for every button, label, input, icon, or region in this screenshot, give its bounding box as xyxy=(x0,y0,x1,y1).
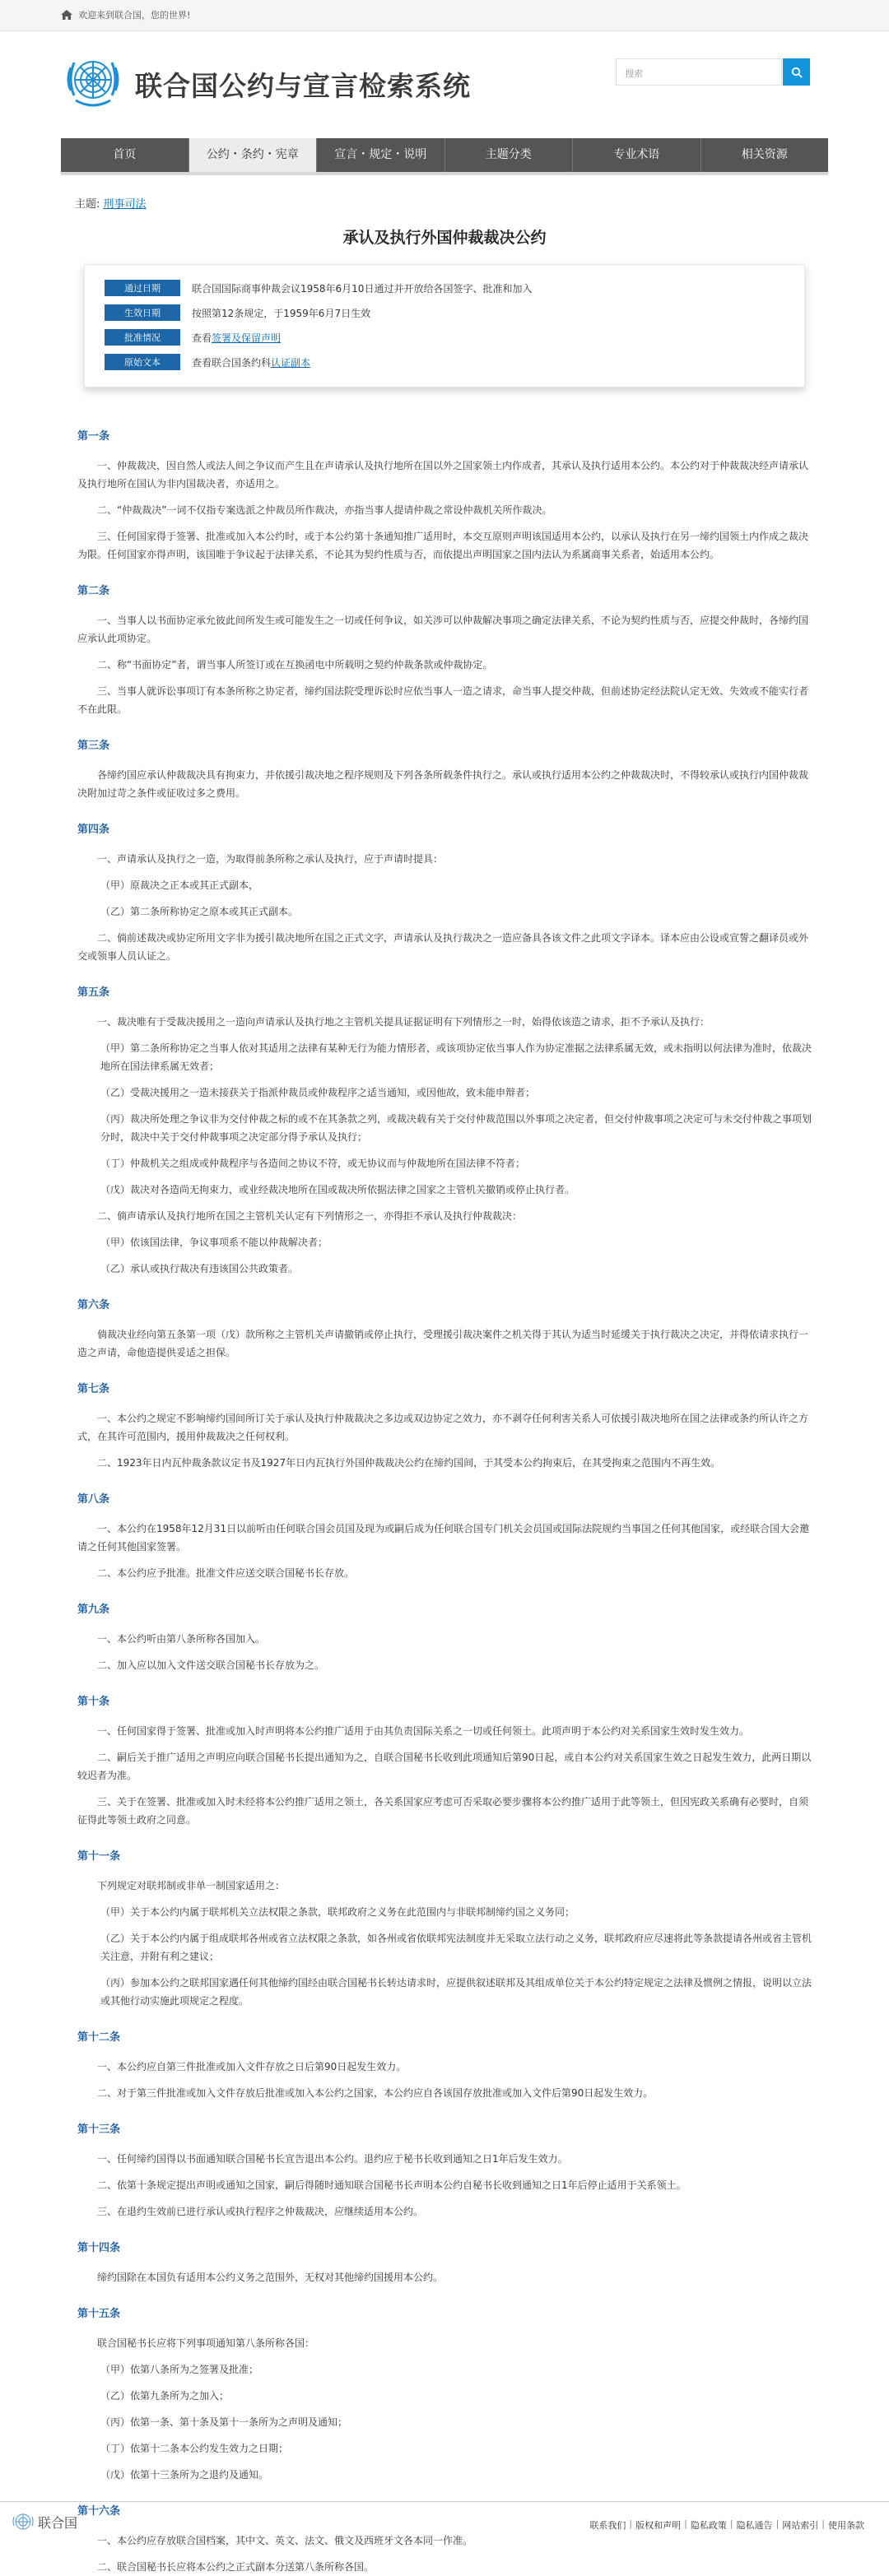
article-paragraph: 一、本公约听由第八条所称各国加入。 xyxy=(97,1633,266,1645)
breadcrumb-link[interactable]: 刑事司法 xyxy=(103,198,147,211)
search-button[interactable] xyxy=(783,58,810,86)
divider: | xyxy=(729,2518,733,2529)
welcome-text: 欢迎来到联合国，您的世界! xyxy=(78,10,191,21)
article-paragraph: 一、任何国家得于签署、批准或加入时声明将本公约推广适用于由其负责国际关系之一切或任何领土。此项声明于本公约对关系国家生效时发生效力。 xyxy=(97,1725,750,1737)
article-section xyxy=(77,1380,812,1472)
reservations-link[interactable]: 签署及保留声明 xyxy=(212,332,282,344)
article-paragraph: （丁）仲裁机关之组成或仲裁程序与各造间之协议不符，或无协议而与仲裁地所在国法律不符者； xyxy=(100,1158,526,1169)
article-paragraph: 一、裁决唯有于受裁决援用之一造向声请承认及执行地之主管机关提具证据证明有下列情形之一时，始得依该造之请求，拒不予承认及执行： xyxy=(97,1016,710,1028)
article-paragraph: （甲）第二条所称协定之当事人依对其适用之法律有某种无行为能力情形者，或该项协定依当事人作为协定准据之法律系属无效，或未指明以何法律为准时，依裁决地所在国法律系属无效者； xyxy=(100,1042,812,1072)
footer-link-terms[interactable]: 使用条款 xyxy=(828,2520,864,2531)
article-section xyxy=(77,1847,812,2010)
article-paragraph: 倘裁决业经向第五条第一项（戊）款所称之主管机关声请撤销或停止执行，受理援引裁决案件之机关得于其认为适当时延缓关于执行裁决之决定，并得依请求执行一造之声请，命他造提供妥适之担保。 xyxy=(77,1329,809,1358)
article-heading: 第六条 xyxy=(77,1299,110,1311)
breadcrumb-label: 主题: xyxy=(75,198,100,211)
nav-divider xyxy=(61,172,828,175)
article-section xyxy=(77,983,812,1278)
article-paragraph: 一、任何缔约国得以书面通知联合国秘书长宣告退出本公约。退约应于秘书长收到通知之日1年后发生效力。 xyxy=(97,2153,568,2165)
article-paragraph: 一、仲裁裁决，因自然人或法人间之争议而产生且在声请承认及执行地所在国以外之国家领土内作成者，其承认及执行适用本公约。本公约对于仲裁裁决经声请承认及执行地所在国认为非内国裁决者，亦适用之。 xyxy=(77,460,809,490)
info-text: 查看联合国条约科 xyxy=(192,356,272,369)
footer-link-copyright[interactable]: 版权和声明 xyxy=(635,2520,682,2531)
article-paragraph: 二、本公约应予批准。批准文件应送交联合国秘书长存放。 xyxy=(97,1567,355,1579)
article-paragraph: 各缔约国应承认仲裁裁决具有拘束力，并依援引裁决地之程序规则及下列各条所载条件执行之。承认或执行适用本公约之仲裁裁决时，不得较承认或执行内国仲裁裁决附加过苛之条件或征收过多之费用。 xyxy=(77,769,809,799)
nav-home[interactable]: 首页 xyxy=(61,138,189,172)
info-row xyxy=(105,329,788,346)
article-paragraph: 二、加入应以加入文件送交联合国秘书长存放为之。 xyxy=(97,1659,325,1671)
info-tag: 原始文本 xyxy=(105,354,180,370)
nav-resources[interactable]: 相关资源 xyxy=(741,148,788,161)
article-paragraph: （丙）裁决所处理之争议非为交付仲裁之标的或不在其条款之列，或裁决载有关于交付仲裁范围以外事项之决定者，但交付仲裁事项之决定可与未交付仲裁之事项划分时，裁决中关于交付仲裁事项之决定部分得予承认及执行； xyxy=(100,1113,812,1143)
nav-topics[interactable]: 主题分类 xyxy=(445,138,574,172)
article-paragraph: 二、联合国秘书长应将本公约之正式副本分送第八条所称各国。 xyxy=(97,2561,375,2573)
footer-link-sitemap[interactable]: 网站索引 xyxy=(782,2520,819,2531)
article-paragraph: （乙）关于本公约内属于组成联邦各州或省立法权限之条款，如各州或省依联邦宪法制度并无采取立法行动之义务，联邦政府应尽速将此等条款提请各州或省主管机关注意，并附有利之建议； xyxy=(100,1933,812,1962)
main-nav xyxy=(61,138,828,172)
article-heading: 第四条 xyxy=(77,824,110,836)
article-paragraph: 一、本公约之规定不影响缔约国间所订关于承认及执行仲裁裁决之多边或双边协定之效力，亦不剥夺任何利害关系人可依援引裁决地所在国之法律或条约所认许之方式，在其许可范围内，援用仲裁裁决之任何权利。 xyxy=(77,1413,809,1442)
un-emblem-icon[interactable] xyxy=(61,48,125,112)
nav-terms[interactable]: 专业术语 xyxy=(573,138,701,172)
article-heading: 第二条 xyxy=(77,585,110,597)
article-section xyxy=(77,2120,812,2221)
article-paragraph: 二、嗣后关于推广适用之声明应向联合国秘书长提出通知为之，自联合国秘书长收到此项通知后第90日起，或自本公约对关系国家生效之日起发生效力，此两日期以较迟者为准。 xyxy=(77,1752,812,1781)
footer-link-privacy-notice[interactable]: 隐私通告 xyxy=(736,2520,773,2531)
article-paragraph: 一、本公约在1958年12月31日以前听由任何联合国会员国及现为或嗣后成为任何联合国专门机关会员国或国际法院规约当事国之任何其他国家，或经联合国大会邀请之任何其他国家签署。 xyxy=(77,1523,810,1553)
article-section xyxy=(77,2304,812,2484)
article-section xyxy=(77,1600,812,1674)
info-row xyxy=(105,280,788,296)
article-paragraph: （乙）承认或执行裁决有违该国公共政策者。 xyxy=(100,1263,299,1274)
footer-link-contact[interactable]: 联系我们 xyxy=(589,2520,626,2531)
footer-link-privacy-policy[interactable]: 隐私政策 xyxy=(690,2520,727,2531)
article-section xyxy=(77,582,812,718)
article-heading: 第十条 xyxy=(77,1696,110,1708)
info-tag: 生效日期 xyxy=(105,304,180,321)
site-title: 联合国公约与宣言检索系统 xyxy=(135,70,471,102)
nav-conventions[interactable]: 公约・条约・宪章 xyxy=(189,138,318,172)
article-section xyxy=(77,736,812,802)
article-paragraph: （乙）受裁决援用之一造未接获关于指派仲裁员或仲裁程序之适当通知，或因他故，致未能申辩者； xyxy=(100,1087,536,1098)
article-paragraph: 联合国秘书长应将下列事项通知第八条所称各国： xyxy=(97,2337,315,2349)
article-paragraph: 二、对于第三件批准或加入文件存放后批准或加入本公约之国家，本公约应自各该国存放批准或加入文件后第90日起发生效力。 xyxy=(97,2087,654,2099)
article-section xyxy=(77,427,812,564)
article-paragraph: 三、当事人就诉讼事项订有本条所称之协定者，缔约国法院受理诉讼时应依当事人一造之请求，命当事人提交仲裁，但前述协定经法院认定无效、失效或不能实行者不在此限。 xyxy=(77,685,809,715)
article-paragraph: 一、声请承认及执行之一造，为取得前条所称之承认及执行，应于声请时提具： xyxy=(97,853,444,865)
article-paragraph: （甲）原裁决之正本或其正式副本， xyxy=(100,880,259,891)
article-paragraph: 三、关于在签署、批准或加入时未经将本公约推广适用之领土，各关系国家应考虑可否采取必要步骤将本公约推广适用于此等领土，但因宪政关系确有必要时，自须征得此等领土政府之同意。 xyxy=(77,1796,809,1826)
article-paragraph: （甲）关于本公约内属于联邦机关立法权限之条款，联邦政府之义务在此范围内与非联邦制缔约国之义务同； xyxy=(100,1906,575,1918)
divider: | xyxy=(629,2518,633,2529)
search-icon xyxy=(791,67,803,78)
article-paragraph: （乙）第二条所称协定之原本或其正式副本。 xyxy=(100,906,299,917)
divider: | xyxy=(684,2518,687,2529)
article-paragraph: 二、“仲裁裁决”一词不仅指专案选派之仲裁员所作裁决，亦指当事人提请仲裁之常设仲裁机关所作裁决。 xyxy=(97,504,552,516)
info-text: 查看 xyxy=(192,332,212,344)
article-heading: 第七条 xyxy=(77,1383,110,1395)
article-heading: 第十三条 xyxy=(77,2123,121,2136)
certified-copy-link[interactable]: 认证副本 xyxy=(271,356,311,369)
search-input[interactable]: 搜索 xyxy=(616,58,782,86)
home-icon[interactable] xyxy=(61,10,72,20)
article-paragraph: （甲）依第八条所为之签署及批准； xyxy=(100,2364,259,2375)
article-paragraph: 二、倘声请承认及执行地所在国之主管机关认定有下列情形之一，亦得拒不承认及执行仲裁裁决： xyxy=(97,1210,523,1222)
article-heading: 第十一条 xyxy=(77,1850,121,1863)
article-heading: 第九条 xyxy=(77,1604,110,1616)
article-section xyxy=(77,1490,812,1582)
article-paragraph: （丙）依第一条、第十条及第十一条所为之声明及通知； xyxy=(100,2416,348,2428)
article-heading: 第一条 xyxy=(77,430,110,443)
footer-logo-text: 联合国 xyxy=(38,2514,78,2531)
article-paragraph: 一、本公约应自第三件批准或加入文件存放之日后第90日起发生效力。 xyxy=(97,2061,407,2072)
article-heading: 第十二条 xyxy=(77,2031,121,2044)
article-section xyxy=(77,820,812,965)
info-text: 按照第12条规定，于1959年6月7日生效 xyxy=(192,307,371,319)
article-heading: 第十五条 xyxy=(77,2308,121,2320)
footer xyxy=(0,2501,889,2538)
article-paragraph: （戊）依第十三条所为之退约及通知。 xyxy=(100,2469,269,2481)
article-content xyxy=(61,388,828,2576)
divider: | xyxy=(822,2518,825,2529)
article-paragraph: 二、称“书面协定”者，谓当事人所签订或在互换函电中所载明之契约仲裁条款或仲裁协定。 xyxy=(97,659,493,671)
article-paragraph: 二、倘前述裁决或协定所用文字非为援引裁决地所在国之正式文字，声请承认及执行裁决之一造应备具各该文件之此项文字译本。译本应由公设或宣誓之翻译员或外交或领事人员认证之。 xyxy=(77,932,809,962)
info-tag: 批准情况 xyxy=(105,329,180,346)
info-text: 联合国国际商事仲裁会议1958年6月10日通过并开放给各国签字、批准和加入 xyxy=(192,282,533,295)
nav-declarations[interactable]: 宣言・规定・说明 xyxy=(317,138,445,172)
article-paragraph: （丙）参加本公约之联邦国家遇任何其他缔约国经由联合国秘书长转达请求时，应提供叙述联邦及其组成单位关于本公约特定规定之法律及惯例之情报，说明以立法或其他行动实施此项规定之程度。 xyxy=(100,1977,812,2007)
article-paragraph: 二、依第十条规定提出声明或通知之国家，嗣后得随时通知联合国秘书长声明本公约自秘书长收到通知之日1年后停止适用于关系领土。 xyxy=(97,2179,687,2191)
article-paragraph: 一、本公约应存放联合国档案，其中文、英文、法文、俄文及西班牙文各本同一作准。 xyxy=(97,2535,473,2546)
info-tag: 通过日期 xyxy=(105,280,180,296)
article-paragraph: （丁）依第十二条本公约发生效力之日期； xyxy=(100,2443,289,2454)
topbar xyxy=(0,0,889,31)
breadcrumb xyxy=(61,195,828,211)
article-heading: 第八条 xyxy=(77,1493,110,1506)
footer-logo[interactable] xyxy=(12,2510,77,2533)
article-heading: 第五条 xyxy=(77,986,110,999)
article-paragraph: （乙）依第九条所为之加入； xyxy=(100,2390,230,2402)
article-paragraph: （甲）依该国法律，争议事项系不能以仲裁解决者； xyxy=(100,1237,328,1248)
article-section xyxy=(77,2239,812,2286)
article-paragraph: 三、任何国家得于签署、批准或加入本公约时，或于本公约第十条通知推广适用时，本交互原则声明该国适用本公约，以承认及执行在另一缔约国领土内作成之裁决为限。任何国家亦得声明，该国唯于争议起于法律关系，不论其为契约性质与否，而依提出声明国家之国内法认为系属商事关系者，始适用本公约。 xyxy=(77,531,809,560)
info-row xyxy=(105,304,788,321)
article-heading: 第三条 xyxy=(77,740,110,752)
article-paragraph: 缔约国除在本国负有适用本公约义务之范围外，无权对其他缔约国援用本公约。 xyxy=(97,2272,444,2283)
info-box xyxy=(84,264,805,388)
article-paragraph: 三、在退约生效前已进行承认或执行程序之仲裁裁决，应继续适用本公约。 xyxy=(97,2206,424,2217)
article-section xyxy=(77,1296,812,1362)
header xyxy=(61,31,828,109)
article-paragraph: 一、当事人以书面协定承允彼此间所发生或可能发生之一切或任何争议，如关涉可以仲裁解决事项之确定法律关系，不论为契约性质与否，应提交仲裁时，各缔约国应承认此项协定。 xyxy=(77,615,809,644)
un-emblem-icon xyxy=(12,2510,35,2533)
footer-links xyxy=(586,2518,864,2532)
article-heading: 第十四条 xyxy=(77,2242,121,2254)
article-section xyxy=(77,1692,812,1829)
article-paragraph: （戊）裁决对各造尚无拘束力，或业经裁决地所在国或裁决所依据法律之国家之主管机关撤销或停止执行者。 xyxy=(100,1184,575,1195)
article-paragraph: 二、1923年日内瓦仲裁条款议定书及1927年日内瓦执行外国仲裁裁决公约在缔约国间，于其受本公约拘束后，在其受拘束之范围内不再生效。 xyxy=(97,1457,721,1469)
document-title: 承认及执行外国仲裁裁决公约 xyxy=(342,229,547,247)
info-row xyxy=(105,354,788,370)
article-section xyxy=(77,2028,812,2102)
divider: | xyxy=(775,2518,780,2529)
article-heading: 第十六条 xyxy=(77,2505,121,2518)
article-paragraph: 下列规定对联邦制或非单一制国家适用之： xyxy=(97,1880,286,1891)
